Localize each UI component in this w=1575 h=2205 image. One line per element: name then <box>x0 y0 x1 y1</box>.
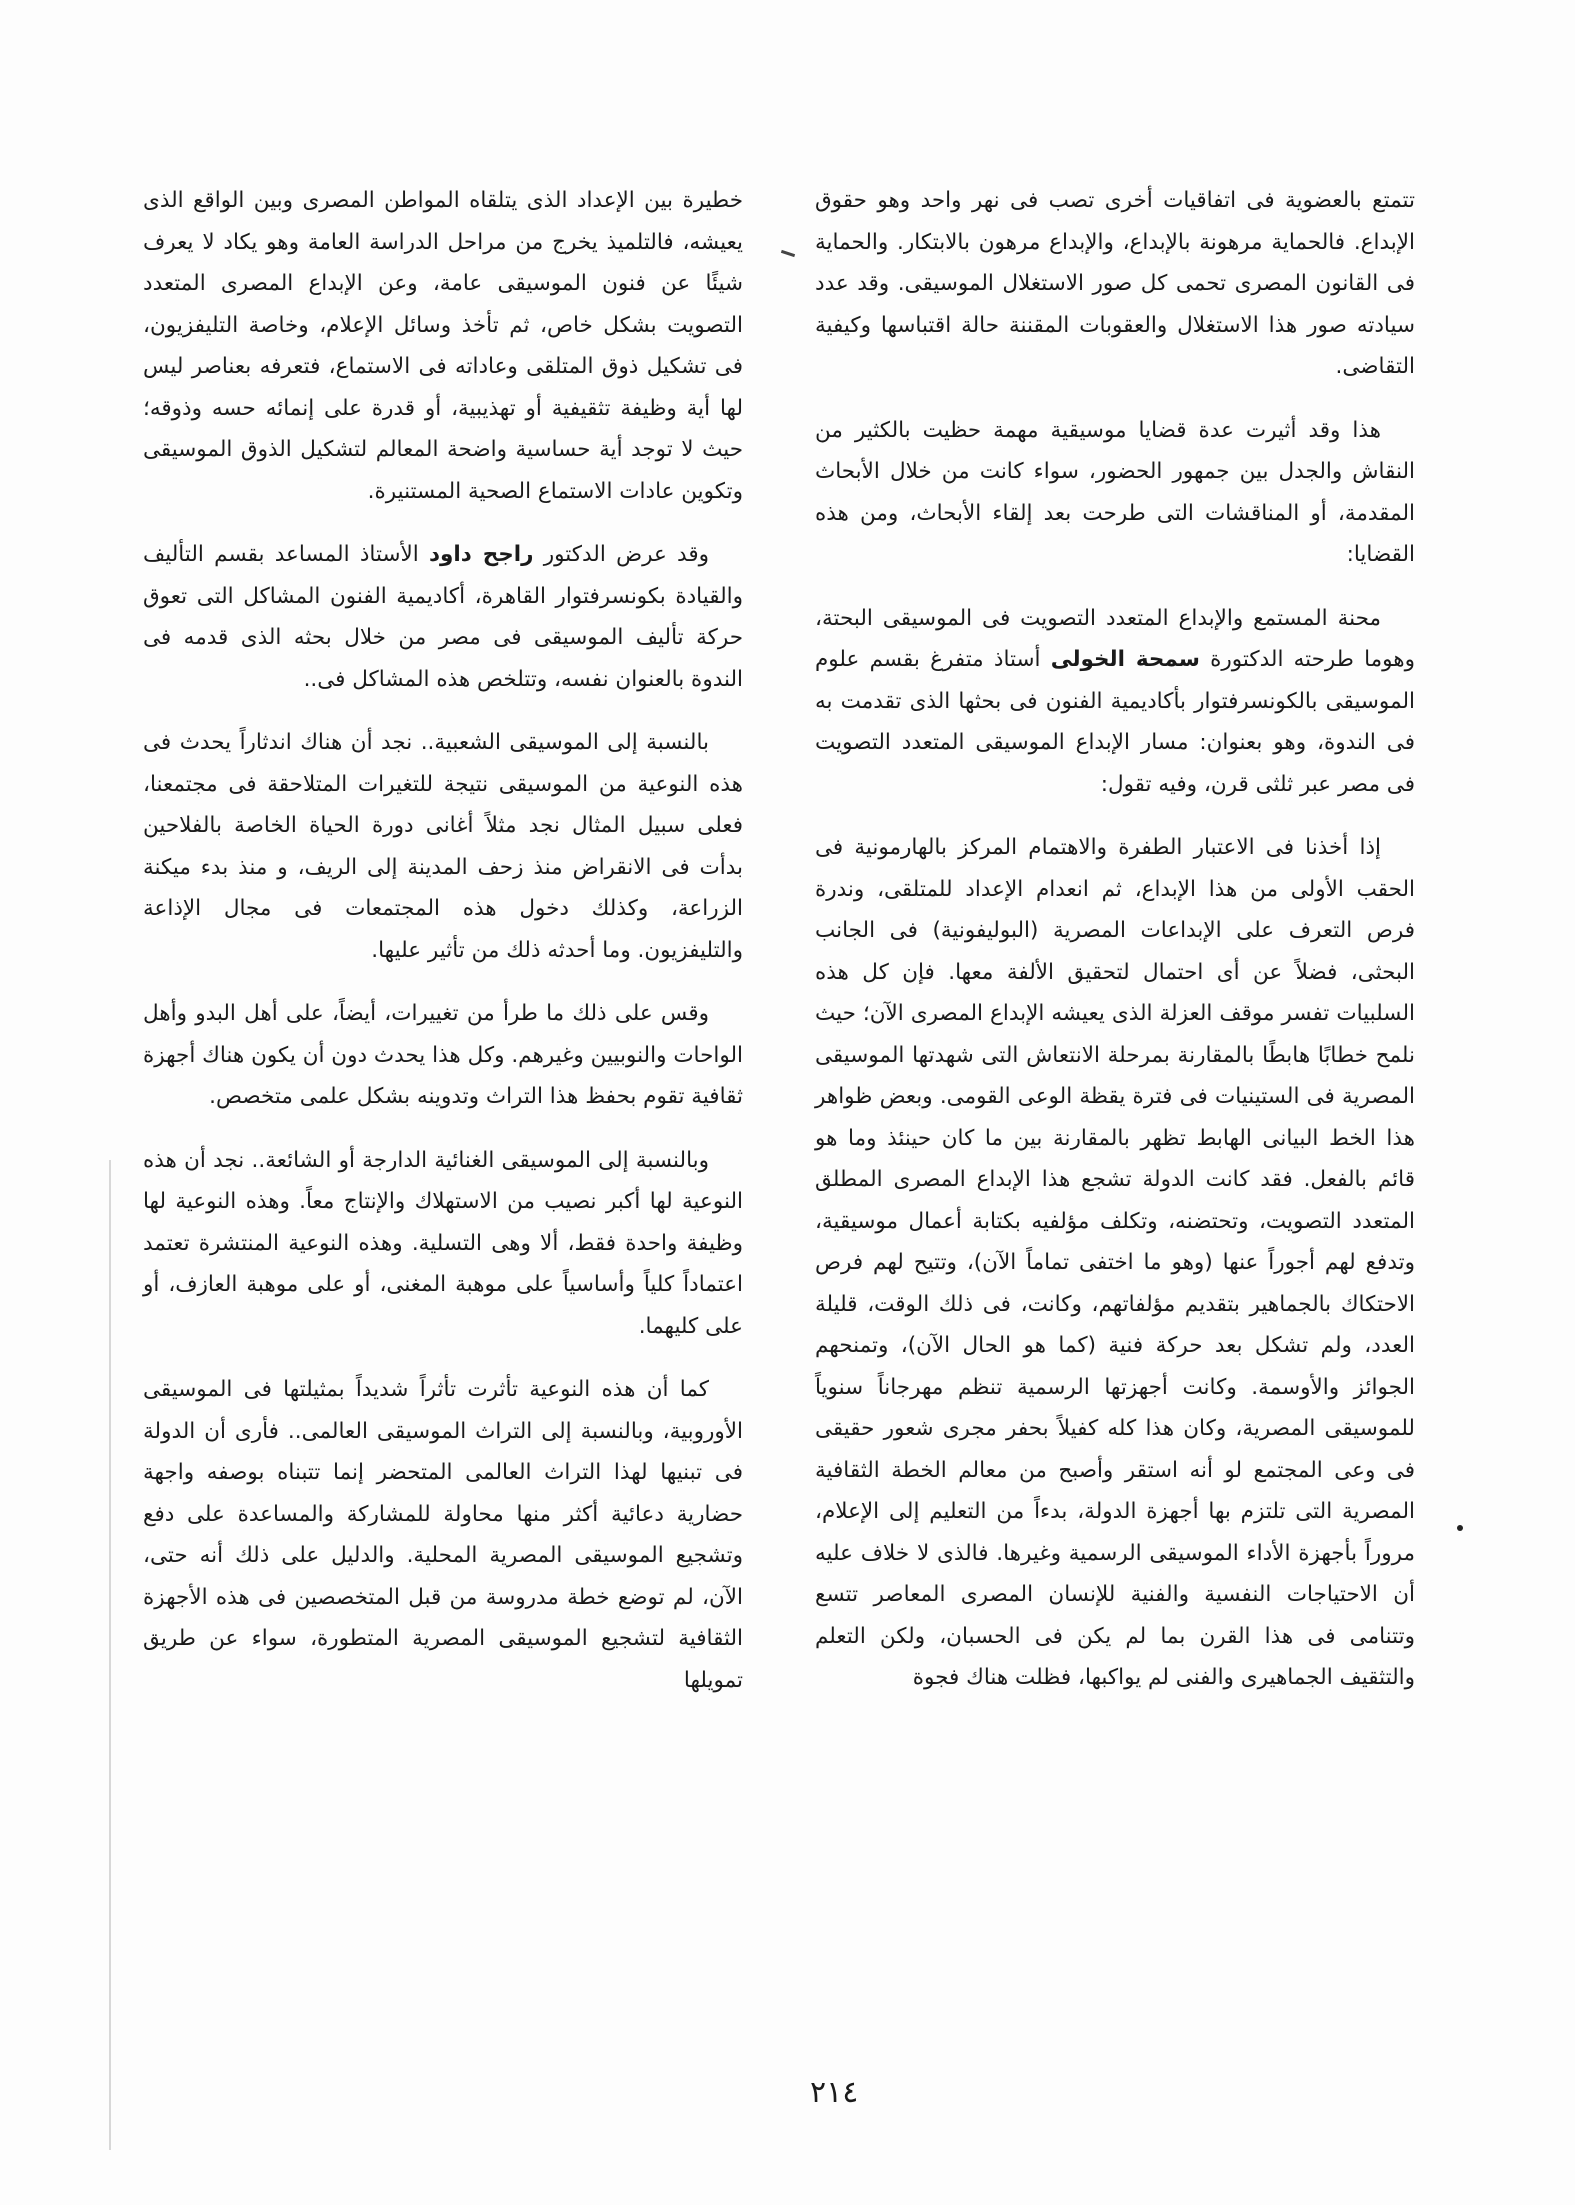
paragraph-text: الأستاذ المساعد بقسم التأليف والقيادة بكونسرفتوار القاهرة، أكاديمية الفنون المشاكل التى تعوق حركة تأليف الموسيقى فى مصر من خلال بحثه الذى قدمه فى الندوة بالعنوان نفسه، وتتلخص هذه المشاكل فى.. <box>143 542 743 692</box>
paragraph-text: محنة المستمع والإبداع المتعدد التصويت فى الموسيقى البحتة، وهوما طرحته الدكتورة <box>815 605 1415 672</box>
scan-artifact-dot <box>1457 1525 1463 1531</box>
scan-artifact-edge <box>109 1160 111 2150</box>
author-name: راجح داود <box>429 542 534 567</box>
scan-artifact-mark <box>781 250 795 257</box>
paragraph <box>815 598 1415 806</box>
left-column <box>143 180 743 1723</box>
paragraph <box>143 534 743 700</box>
paragraph: خطيرة بين الإعداد الذى يتلقاه المواطن المصرى وبين الواقع الذى يعيشه، فالتلميذ يخرج من مراحل الدراسة العامة وهو يكاد لا يعرف شيئًا عن فنون الموسيقى عامة، وعن الإبداع المصرى المتعدد التصويت بشكل خاص، ثم تأخذ وسائل الإعلام، وخاصة التليفزيون، فى تشكيل ذوق المتلقى وعاداته فى الاستماع، فتعرفه بعناصر ليس لها أية وظيفة تثقيفية أو تهذيبية، أو قدرة على إنمائه حسه وذوقه؛ حيث لا توجد أية حساسية واضحة المعالم لتشكيل الذوق الموسيقى وتكوين عادات الاستماع الصحية المستنيرة. <box>143 188 743 504</box>
paragraph: إذا أخذنا فى الاعتبار الطفرة والاهتمام المركز بالهارمونية فى الحقب الأولى من هذا الإبداع، ثم انعدام الإعداد للمتلقى، وندرة فرص التعرف على الإبداعات المصرية (البوليفونية) فى الجانب البحثى، فضلاً عن أى احتمال لتحقيق الألفة معها. فإن كل هذه السلبيات تفسر موقف العزلة الذى يعيشه الإبداع المصرى الآن؛ حيث نلمح خطابًا هابطًا بالمقارنة بمرحلة الانتعاش التى شهدتها الموسيقى المصرية فى الستينيات فى فترة يقظة الوعى القومى. وبعض ظواهر هذا الخط البيانى الهابط تظهر بالمقارنة بين ما كان حينئذ وما هو قائم بالفعل. فقد كانت الدولة تشجع هذا الإبداع المصرى المطلق المتعدد التصويت، وتحتضنه، وتكلف مؤلفيه بكتابة أعمال موسيقية، وتدفع لهم أجوراً عنها (وهو ما اختفى تماماً الآن)، وتتيح لهم فرص الاحتكاك بالجماهير بتقديم مؤلفاتهم، وكانت، فى ذلك الوقت، قليلة العدد، ولم تشكل بعد حركة فنية (كما هو الحال الآن)، وتمنحهم الجوائز والأوسمة. وكانت أجهزتها الرسمية تنظم مهرجاناً سنوياً للموسيقى المصرية، وكان هذا كله كفيلاً بحفر مجرى شعور حقيقى فى وعى المجتمع لو أنه استقر وأصبح من معالم الخطة الثقافية المصرية التى تلتزم بها أجهزة الدولة، بدءاً من التعليم إلى الإعلام، مروراً بأجهزة الأداء الموسيقى الرسمية وغيرها. فالذى لا خلاف عليه أن الاحتياجات النفسية والفنية للإنسان المصرى المعاصر تتسع وتتنامى فى هذا القرن بما لم يكن فى الحسبان، ولكن التعلم والتثقيف الجماهيرى والفنى لم يواكبها، فظلت هناك فجوة <box>815 835 1415 1690</box>
paragraph: كما أن هذه النوعية تأثرت تأثراً شديداً بمثيلتها فى الموسيقى الأوروبية، وبالنسبة إلى التراث الموسيقى العالمى.. فأرى أن الدولة فى تبنيها لهذا التراث العالمى المتحضر إنما تتبناه بوصفه واجهة حضارية دعائية أكثر منها محاولة للمشاركة والمساعدة على دفع وتشجيع الموسيقى المصرية المحلية. والدليل على ذلك أنه حتى، الآن، لم توضع خطة مدروسة من قبل المتخصصين فى هذه الأجهزة الثقافية لتشجيع الموسيقى المصرية المتطورة، سواء عن طريق تمويلها <box>143 1377 743 1693</box>
paragraph-text: وقد عرض الدكتور <box>533 542 710 567</box>
paragraph: بالنسبة إلى الموسيقى الشعبية.. نجد أن هناك اندثاراً يحدث فى هذه النوعية من الموسيقى نتيجة للتغيرات المتلاحقة فى مجتمعنا، فعلى سبيل المثال نجد مثلاً أغانى دورة الحياة الخاصة بالفلاحين بدأت فى الانقراض منذ زحف المدينة إلى الريف، و منذ بدء ميكنة الزراعة، وكذلك دخول هذه المجتمعات فى مجال الإذاعة والتليفزيون. وما أحدثه ذلك من تأثير عليها. <box>143 730 743 963</box>
paragraph: هذا وقد أثيرت عدة قضايا موسيقية مهمة حظيت بالكثير من النقاش والجدل بين جمهور الحضور، سواء كانت من خلال الأبحاث المقدمة، أو المناقشات التى طرحت بعد إلقاء الأبحاث، ومن هذه القضايا: <box>815 417 1415 567</box>
page-number: ٢١٤ <box>810 2075 859 2110</box>
paragraph: وبالنسبة إلى الموسيقى الغنائية الدارجة أو الشائعة.. نجد أن هذه النوعية لها أكبر نصيب من الاستهلاك والإنتاج معاً. وهذه النوعية لها وظيفة واحدة فقط، ألا وهى التسلية. وهذه النوعية المنتشرة تعتمد اعتماداً كلياً وأساسياً على موهبة المغنى، أو على موهبة العازف، أو على كليهما. <box>143 1147 743 1339</box>
paragraph: وقس على ذلك ما طرأ من تغييرات، أيضاً، على أهل البدو وأهل الواحات والنوبيين وغيرهم. وكل هذا يحدث دون أن يكون هناك أجهزة ثقافية تقوم بحفظ هذا التراث وتدوينه بشكل علمى متخصص. <box>143 1001 743 1109</box>
paragraph: تتمتع بالعضوية فى اتفاقيات أخرى تصب فى نهر واحد وهو حقوق الإبداع. فالحماية مرهونة بالإبداع، والإبداع مرهون بالابتكار. والحماية فى القانون المصرى تحمى كل صور الاستغلال الموسيقى. وقد عدد سيادته صور هذا الاستغلال والعقوبات المقننة حالة اقتباسها وكيفية التقاضى. <box>815 188 1415 379</box>
paragraph-text: أستاذ متفرغ بقسم علوم الموسيقى بالكونسرفتوار بأكاديمية الفنون فى بحثها الذى تقدمت به فى الندوة، وهو بعنوان: مسار الإبداع الموسيقى المتعدد التصويت فى مصر عبر ثلثى قرن، وفيه تقول: <box>815 647 1415 797</box>
right-column <box>815 180 1415 1721</box>
author-name: سمحة الخولى <box>1050 647 1200 672</box>
